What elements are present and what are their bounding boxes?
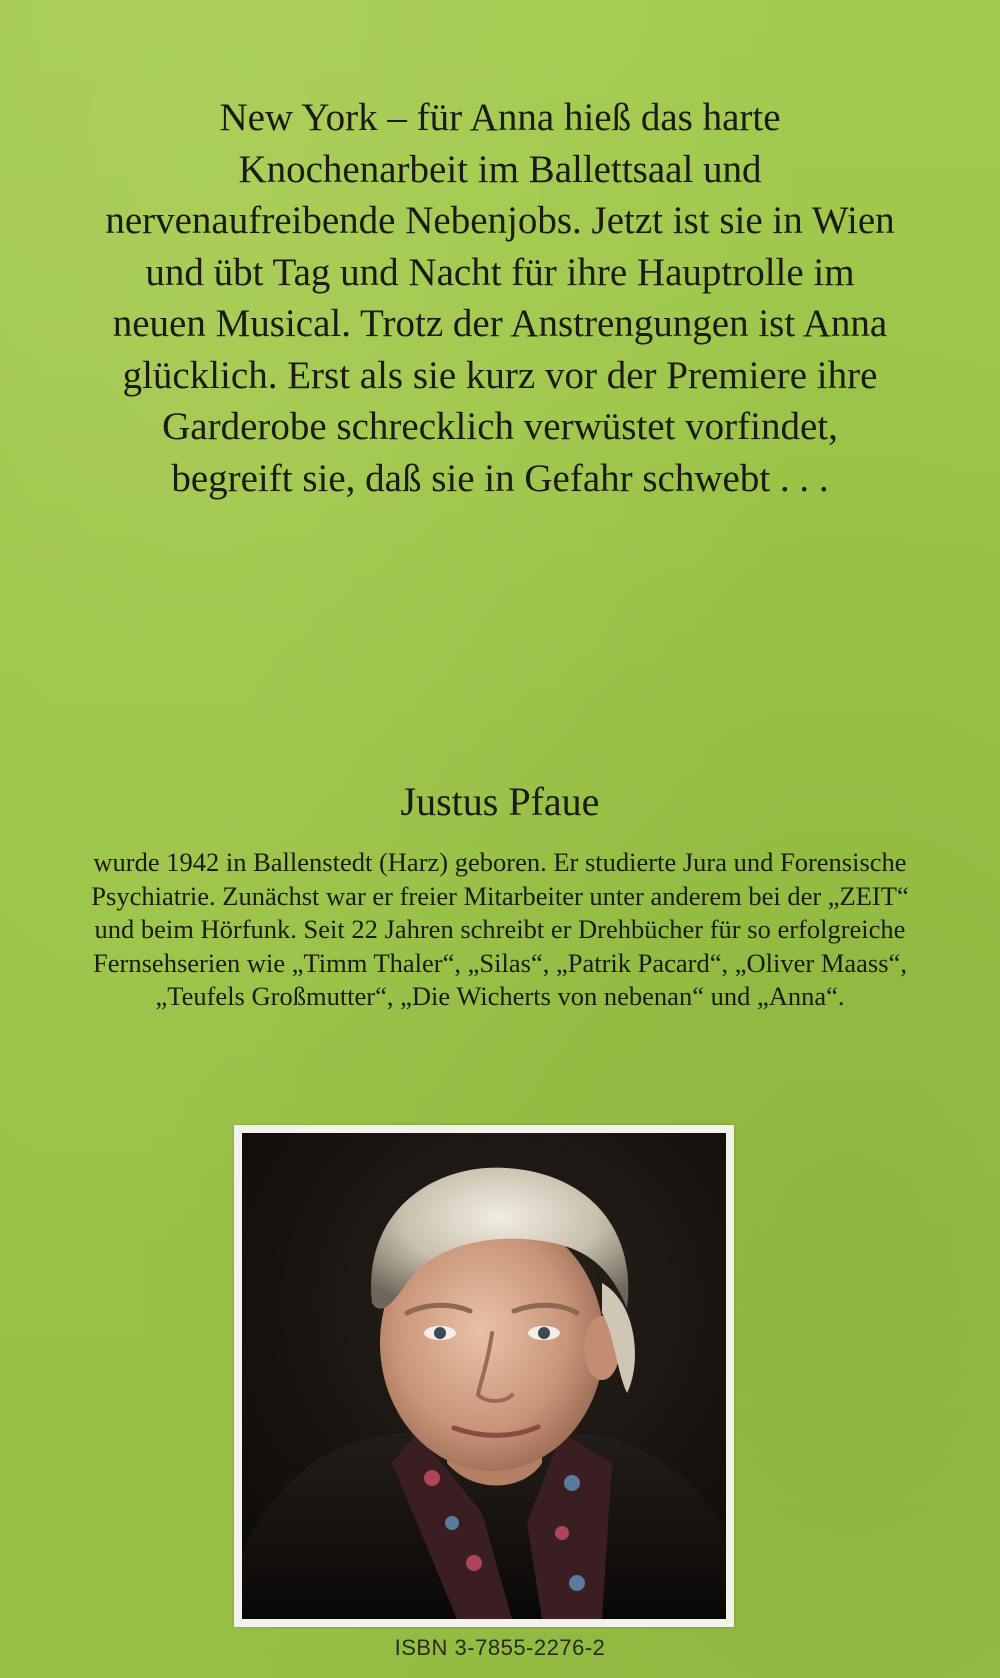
author-photo (242, 1133, 726, 1619)
author-photo-frame (234, 1125, 734, 1627)
isbn-label: ISBN 3-7855-2276-2 (394, 1635, 606, 1660)
blurb-text: New York – für Anna hieß das harte Knochenarbeit im Ballettsaal und nervenaufreibende Nebenjobs. Jetzt ist sie in Wien und übt Tag und Nacht für ihre Hauptrolle im neuen Musical. Trotz der Anstrengungen ist Anna glücklich. Erst als sie kurz vor der Premiere ihre Garderobe schrecklich verwüstet vorfindet, begreift sie, daß sie in Gefahr schwebt . . . (105, 96, 895, 500)
author-bio: wurde 1942 in Ballenstedt (Harz) geboren. Er studierte Jura und Forensische Psychiatrie. Zunächst war er freier Mitarbeiter unter anderem bei der „ZEIT“ und beim Hörfunk. Seit 22 Jahren schreibt er Drehbücher für so erfolgreiche Fernsehserien wie „Timm Thaler“, „Silas“, „Patrik Pacard“, „Oliver Maass“, „Teufels Großmutter“, „Die Wicherts von nebenan“ und „Anna“. (91, 847, 909, 1011)
author-name: Justus Pfaue (400, 779, 600, 824)
